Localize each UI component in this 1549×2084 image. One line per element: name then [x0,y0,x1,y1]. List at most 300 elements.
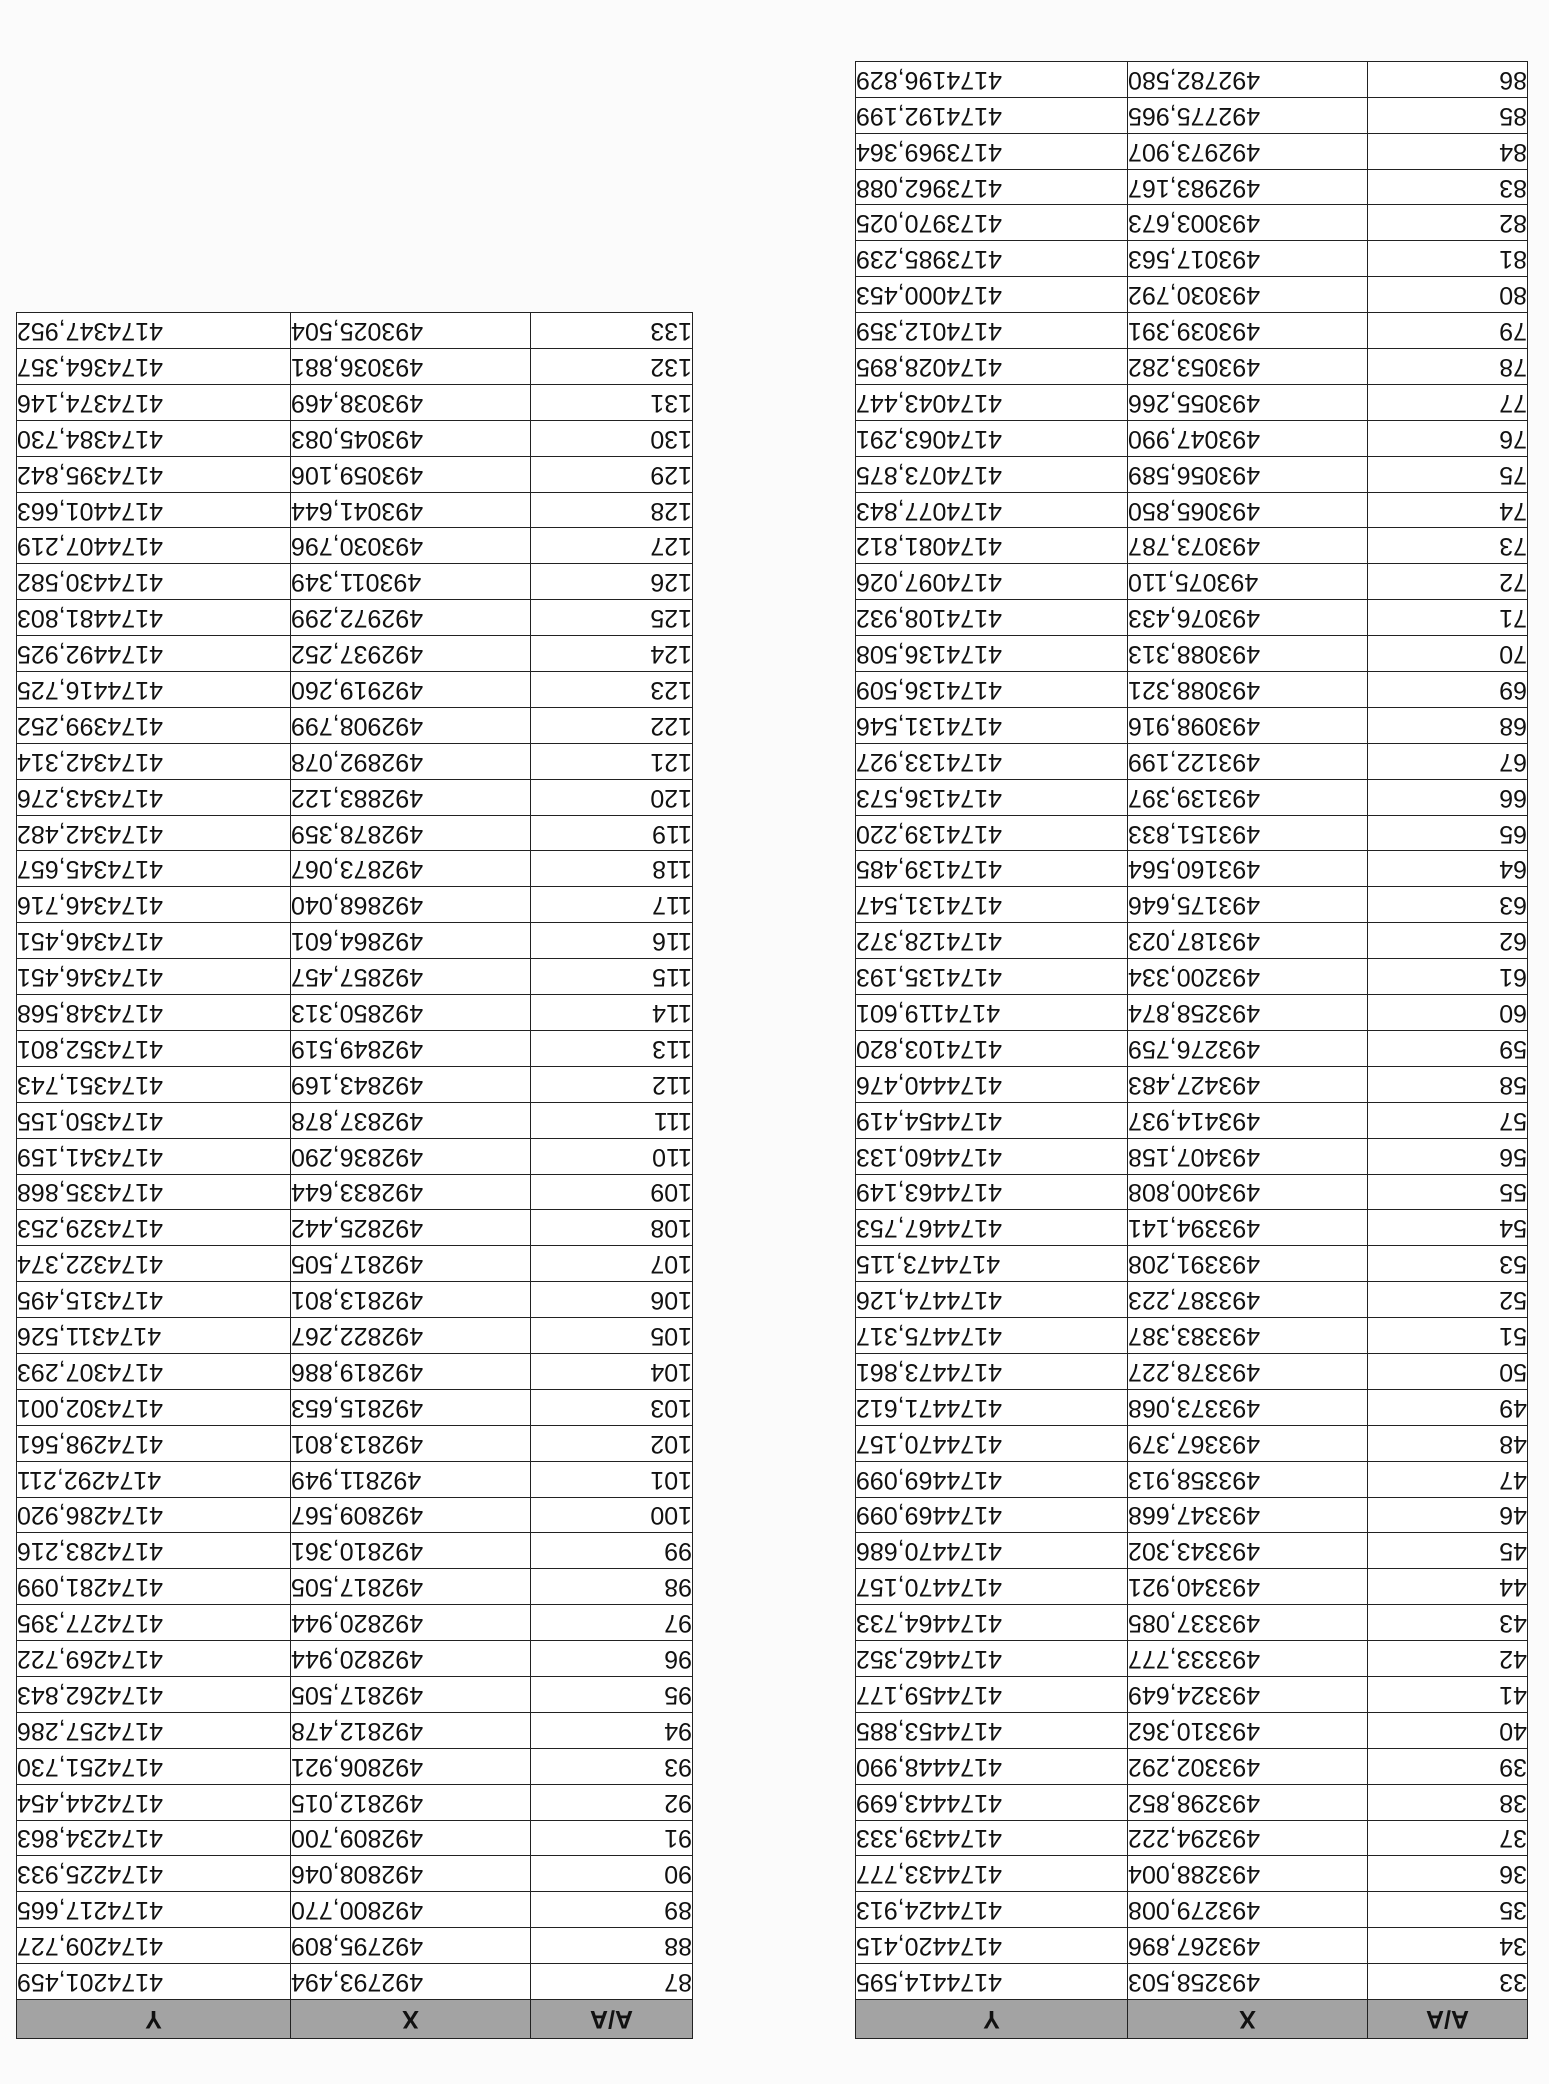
x-coordinate-cell: 492919,260 [291,672,531,708]
point-number-cell: 44 [1368,1569,1528,1605]
table-row [17,1353,693,1389]
point-number-cell: 56 [1368,1138,1528,1174]
y-coordinate-cell: 4174416,725 [17,672,291,708]
point-number-cell: 116 [531,923,693,959]
table-row [856,672,1528,708]
x-coordinate-cell: 493036,881 [291,349,531,385]
x-coordinate-cell: 493098,916 [1128,707,1368,743]
point-number-cell: 45 [1368,1533,1528,1569]
table-row [17,1102,693,1138]
table-row [17,1712,693,1748]
table-row [17,672,693,708]
y-coordinate-cell: 4174136,508 [856,636,1128,672]
x-coordinate-cell: 493088,313 [1128,636,1368,672]
x-coordinate-cell: 493055,266 [1128,384,1368,420]
y-coordinate-cell: 4174225,933 [17,1856,291,1892]
table-row [856,133,1528,169]
table-row [17,1964,693,2000]
point-number-cell: 36 [1368,1856,1528,1892]
table-row [17,1030,693,1066]
point-number-cell: 123 [531,672,693,708]
x-coordinate-cell: 493045,083 [291,420,531,456]
y-coordinate-cell: 4173969,364 [856,133,1128,169]
table-row [17,995,693,1031]
y-coordinate-cell: 4174139,485 [856,851,1128,887]
x-coordinate-cell: 492775,965 [1128,97,1368,133]
x-coordinate-cell: 493030,796 [291,528,531,564]
coordinates-table-33-86 [855,61,1528,2039]
y-coordinate-cell: 4174473,861 [856,1353,1128,1389]
table-row [856,205,1528,241]
x-coordinate-cell: 493017,563 [1128,241,1368,277]
x-coordinate-cell: 492822,267 [291,1318,531,1354]
x-coordinate-cell: 493073,787 [1128,528,1368,564]
header-aa: A/A [1368,2000,1528,2039]
x-coordinate-cell: 492817,505 [291,1569,531,1605]
y-coordinate-cell: 4174077,843 [856,492,1128,528]
x-coordinate-cell: 492857,457 [291,959,531,995]
x-coordinate-cell: 493200,334 [1128,959,1368,995]
x-coordinate-cell: 492815,653 [291,1389,531,1425]
table-row [856,1174,1528,1210]
table-row [856,1533,1528,1569]
y-coordinate-cell: 4174286,920 [17,1497,291,1533]
y-coordinate-cell: 4174448,990 [856,1748,1128,1784]
x-coordinate-cell: 492873,067 [291,851,531,887]
y-coordinate-cell: 4174196,829 [856,61,1128,97]
table-row [856,1210,1528,1246]
y-coordinate-cell: 4174420,415 [856,1928,1128,1964]
y-coordinate-cell: 4174311,526 [17,1318,291,1354]
header-y: Y [856,2000,1128,2039]
x-coordinate-cell: 492908,799 [291,707,531,743]
table-row [17,1174,693,1210]
y-coordinate-cell: 4174492,925 [17,636,291,672]
point-number-cell: 49 [1368,1389,1528,1425]
x-coordinate-cell: 493267,896 [1128,1928,1368,1964]
x-coordinate-cell: 493324,649 [1128,1676,1368,1712]
x-coordinate-cell: 493340,921 [1128,1569,1368,1605]
table-row [17,1425,693,1461]
point-number-cell: 68 [1368,707,1528,743]
y-coordinate-cell: 4174322,374 [17,1246,291,1282]
x-coordinate-cell: 492836,290 [291,1138,531,1174]
x-coordinate-cell: 493337,085 [1128,1605,1368,1641]
point-number-cell: 71 [1368,600,1528,636]
table-row [856,1784,1528,1820]
y-coordinate-cell: 4174131,546 [856,707,1128,743]
x-coordinate-cell: 492849,519 [291,1030,531,1066]
point-number-cell: 84 [1368,133,1528,169]
x-coordinate-cell: 493003,673 [1128,205,1368,241]
point-number-cell: 58 [1368,1066,1528,1102]
x-coordinate-cell: 493427,483 [1128,1066,1368,1102]
table-row [856,707,1528,743]
y-coordinate-cell: 4174374,146 [17,384,291,420]
point-number-cell: 37 [1368,1820,1528,1856]
table-row [17,1246,693,1282]
point-number-cell: 95 [531,1676,693,1712]
table-body [17,313,693,2000]
point-number-cell: 79 [1368,313,1528,349]
table-row [856,61,1528,97]
y-coordinate-cell: 4174364,357 [17,349,291,385]
table-row [17,1318,693,1354]
y-coordinate-cell: 4174277,395 [17,1605,291,1641]
point-number-cell: 82 [1368,205,1528,241]
y-coordinate-cell: 4174469,099 [856,1497,1128,1533]
x-coordinate-cell: 493407,158 [1128,1138,1368,1174]
x-coordinate-cell: 492973,907 [1128,133,1368,169]
point-number-cell: 102 [531,1425,693,1461]
point-number-cell: 73 [1368,528,1528,564]
x-coordinate-cell: 492812,478 [291,1712,531,1748]
x-coordinate-cell: 493394,141 [1128,1210,1368,1246]
table-row [856,277,1528,313]
x-coordinate-cell: 493076,433 [1128,600,1368,636]
table-row [17,564,693,600]
table-row [856,959,1528,995]
y-coordinate-cell: 4174459,177 [856,1676,1128,1712]
table-row [17,1461,693,1497]
x-coordinate-cell: 493160,564 [1128,851,1368,887]
y-coordinate-cell: 4173970,025 [856,205,1128,241]
y-coordinate-cell: 4174470,157 [856,1569,1128,1605]
table-row [17,1856,693,1892]
header-x: X [1128,2000,1368,2039]
table-row [17,959,693,995]
y-coordinate-cell: 4174012,359 [856,313,1128,349]
point-number-cell: 61 [1368,959,1528,995]
x-coordinate-cell: 493047,990 [1128,420,1368,456]
y-coordinate-cell: 4174467,753 [856,1210,1128,1246]
table-row [856,313,1528,349]
point-number-cell: 122 [531,707,693,743]
header-x: X [291,2000,531,2039]
table-row [856,1389,1528,1425]
table-row [856,1353,1528,1389]
point-number-cell: 112 [531,1066,693,1102]
point-number-cell: 43 [1368,1605,1528,1641]
point-number-cell: 114 [531,995,693,1031]
point-number-cell: 55 [1368,1174,1528,1210]
x-coordinate-cell: 493378,227 [1128,1353,1368,1389]
y-coordinate-cell: 4174352,801 [17,1030,291,1066]
point-number-cell: 115 [531,959,693,995]
y-coordinate-cell: 4174315,495 [17,1282,291,1318]
y-coordinate-cell: 4174073,875 [856,456,1128,492]
x-coordinate-cell: 493039,391 [1128,313,1368,349]
point-number-cell: 100 [531,1497,693,1533]
x-coordinate-cell: 493391,208 [1128,1246,1368,1282]
y-coordinate-cell: 4174454,419 [856,1102,1128,1138]
point-number-cell: 81 [1368,241,1528,277]
table-row [17,887,693,923]
x-coordinate-cell: 492812,015 [291,1784,531,1820]
y-coordinate-cell: 4174440,476 [856,1066,1128,1102]
point-number-cell: 117 [531,887,693,923]
x-coordinate-cell: 493187,023 [1128,923,1368,959]
header-y: Y [17,2000,291,2039]
table-row [856,1964,1528,2000]
y-coordinate-cell: 4174335,868 [17,1174,291,1210]
point-number-cell: 99 [531,1533,693,1569]
y-coordinate-cell: 4174346,451 [17,959,291,995]
table-row [856,1676,1528,1712]
table-row [856,1569,1528,1605]
table-row [856,528,1528,564]
x-coordinate-cell: 492837,878 [291,1102,531,1138]
y-coordinate-cell: 4174346,716 [17,887,291,923]
table-row [856,1318,1528,1354]
table-row [17,923,693,959]
point-number-cell: 57 [1368,1102,1528,1138]
y-coordinate-cell: 4174298,561 [17,1425,291,1461]
y-coordinate-cell: 4174302,001 [17,1389,291,1425]
y-coordinate-cell: 4174028,895 [856,349,1128,385]
y-coordinate-cell: 4174384,730 [17,420,291,456]
table-row [17,1641,693,1677]
table-row [856,1820,1528,1856]
point-number-cell: 121 [531,743,693,779]
point-number-cell: 47 [1368,1461,1528,1497]
x-coordinate-cell: 493059,106 [291,456,531,492]
table-row [856,779,1528,815]
point-number-cell: 51 [1368,1318,1528,1354]
x-coordinate-cell: 492813,801 [291,1282,531,1318]
x-coordinate-cell: 493139,397 [1128,779,1368,815]
point-number-cell: 93 [531,1748,693,1784]
table-row [17,456,693,492]
y-coordinate-cell: 4173962,088 [856,169,1128,205]
table-row [856,1282,1528,1318]
y-coordinate-cell: 4174350,155 [17,1102,291,1138]
table-header-row [17,2000,693,2039]
table-row [856,743,1528,779]
x-coordinate-cell: 493333,777 [1128,1641,1368,1677]
table-row [17,1820,693,1856]
x-coordinate-cell: 492810,361 [291,1533,531,1569]
y-coordinate-cell: 4174217,665 [17,1892,291,1928]
table-row [17,1784,693,1820]
point-number-cell: 63 [1368,887,1528,923]
point-number-cell: 72 [1368,564,1528,600]
point-number-cell: 133 [531,313,693,349]
x-coordinate-cell: 493343,302 [1128,1533,1368,1569]
table-row [17,1210,693,1246]
point-number-cell: 125 [531,600,693,636]
y-coordinate-cell: 4174460,133 [856,1138,1128,1174]
table-row [856,815,1528,851]
point-number-cell: 108 [531,1210,693,1246]
point-number-cell: 107 [531,1246,693,1282]
table-row [17,1066,693,1102]
point-number-cell: 126 [531,564,693,600]
x-coordinate-cell: 493258,874 [1128,995,1368,1031]
table-row [856,1712,1528,1748]
x-coordinate-cell: 492800,770 [291,1892,531,1928]
table-row [856,1928,1528,1964]
table-row [17,313,693,349]
table-row [17,1533,693,1569]
y-coordinate-cell: 4174209,727 [17,1928,291,1964]
y-coordinate-cell: 4174131,547 [856,887,1128,923]
point-number-cell: 130 [531,420,693,456]
point-number-cell: 101 [531,1461,693,1497]
y-coordinate-cell: 4174329,253 [17,1210,291,1246]
table-row [856,887,1528,923]
table-row [856,851,1528,887]
x-coordinate-cell: 492850,313 [291,995,531,1031]
point-number-cell: 87 [531,1964,693,2000]
point-number-cell: 60 [1368,995,1528,1031]
table-row [17,528,693,564]
y-coordinate-cell: 4174414,595 [856,1964,1128,2000]
point-number-cell: 46 [1368,1497,1528,1533]
table-row [856,1030,1528,1066]
y-coordinate-cell: 4174103,820 [856,1030,1128,1066]
y-coordinate-cell: 4174407,219 [17,528,291,564]
y-coordinate-cell: 4174464,733 [856,1605,1128,1641]
point-number-cell: 120 [531,779,693,815]
y-coordinate-cell: 4174097,026 [856,564,1128,600]
x-coordinate-cell: 492820,944 [291,1605,531,1641]
point-number-cell: 59 [1368,1030,1528,1066]
table-row [856,169,1528,205]
y-coordinate-cell: 4174063,291 [856,420,1128,456]
y-coordinate-cell: 4174136,573 [856,779,1128,815]
x-coordinate-cell: 492809,700 [291,1820,531,1856]
table-row [17,707,693,743]
y-coordinate-cell: 4174469,099 [856,1461,1128,1497]
x-coordinate-cell: 492825,442 [291,1210,531,1246]
table-row [17,1676,693,1712]
table-row [17,349,693,385]
table-row [856,492,1528,528]
y-coordinate-cell: 4174269,722 [17,1641,291,1677]
point-number-cell: 53 [1368,1246,1528,1282]
y-coordinate-cell: 4174475,317 [856,1318,1128,1354]
x-coordinate-cell: 493053,282 [1128,349,1368,385]
x-coordinate-cell: 492819,886 [291,1353,531,1389]
point-number-cell: 104 [531,1353,693,1389]
point-number-cell: 92 [531,1784,693,1820]
y-coordinate-cell: 4174108,932 [856,600,1128,636]
point-number-cell: 105 [531,1318,693,1354]
x-coordinate-cell: 493258,503 [1128,1964,1368,2000]
point-number-cell: 76 [1368,420,1528,456]
point-number-cell: 124 [531,636,693,672]
y-coordinate-cell: 4174342,314 [17,743,291,779]
y-coordinate-cell: 4174430,582 [17,564,291,600]
point-number-cell: 34 [1368,1928,1528,1964]
table-row [17,779,693,815]
y-coordinate-cell: 4174139,220 [856,815,1128,851]
table-row [856,923,1528,959]
table-row [17,851,693,887]
x-coordinate-cell: 492813,801 [291,1425,531,1461]
y-coordinate-cell: 4173985,239 [856,241,1128,277]
x-coordinate-cell: 492937,252 [291,636,531,672]
x-coordinate-cell: 493302,292 [1128,1748,1368,1784]
y-coordinate-cell: 4174453,885 [856,1712,1128,1748]
point-number-cell: 90 [531,1856,693,1892]
point-number-cell: 109 [531,1174,693,1210]
table-row [856,97,1528,133]
table-header-row [856,2000,1528,2039]
table-row [17,743,693,779]
table-row [17,384,693,420]
y-coordinate-cell: 4174473,115 [856,1246,1128,1282]
y-coordinate-cell: 4174135,193 [856,959,1128,995]
y-coordinate-cell: 4174283,216 [17,1533,291,1569]
y-coordinate-cell: 4174257,286 [17,1712,291,1748]
point-number-cell: 77 [1368,384,1528,420]
table-row [856,456,1528,492]
point-number-cell: 52 [1368,1282,1528,1318]
table-body [856,61,1528,1999]
table-row [856,420,1528,456]
y-coordinate-cell: 4174395,842 [17,456,291,492]
table-row [17,1282,693,1318]
point-number-cell: 75 [1368,456,1528,492]
y-coordinate-cell: 4174234,863 [17,1820,291,1856]
y-coordinate-cell: 4174474,126 [856,1282,1128,1318]
x-coordinate-cell: 493414,937 [1128,1102,1368,1138]
point-number-cell: 103 [531,1389,693,1425]
x-coordinate-cell: 492795,809 [291,1928,531,1964]
table-row [17,1892,693,1928]
x-coordinate-cell: 492817,505 [291,1246,531,1282]
x-coordinate-cell: 492806,921 [291,1748,531,1784]
y-coordinate-cell: 4174119,601 [856,995,1128,1031]
x-coordinate-cell: 493175,646 [1128,887,1368,923]
table-row [856,1425,1528,1461]
y-coordinate-cell: 4174401,663 [17,492,291,528]
table-row [856,564,1528,600]
table-row [17,1748,693,1784]
table-row [856,1461,1528,1497]
table-row [856,600,1528,636]
header-aa: A/A [531,2000,693,2039]
y-coordinate-cell: 4174292,211 [17,1461,291,1497]
x-coordinate-cell: 492883,122 [291,779,531,815]
x-coordinate-cell: 492892,078 [291,743,531,779]
x-coordinate-cell: 493294,222 [1128,1820,1368,1856]
y-coordinate-cell: 4174136,509 [856,672,1128,708]
point-number-cell: 65 [1368,815,1528,851]
table-row [856,349,1528,385]
point-number-cell: 83 [1368,169,1528,205]
point-number-cell: 118 [531,851,693,887]
y-coordinate-cell: 4174043,447 [856,384,1128,420]
x-coordinate-cell: 493151,833 [1128,815,1368,851]
table-row [17,1497,693,1533]
point-number-cell: 128 [531,492,693,528]
point-number-cell: 39 [1368,1748,1528,1784]
y-coordinate-cell: 4174251,730 [17,1748,291,1784]
y-coordinate-cell: 4174347,952 [17,313,291,349]
table-row [856,1102,1528,1138]
table-row [17,600,693,636]
y-coordinate-cell: 4174346,451 [17,923,291,959]
x-coordinate-cell: 492811,949 [291,1461,531,1497]
point-number-cell: 106 [531,1282,693,1318]
point-number-cell: 119 [531,815,693,851]
y-coordinate-cell: 4174348,568 [17,995,291,1031]
point-number-cell: 131 [531,384,693,420]
x-coordinate-cell: 493347,668 [1128,1497,1368,1533]
